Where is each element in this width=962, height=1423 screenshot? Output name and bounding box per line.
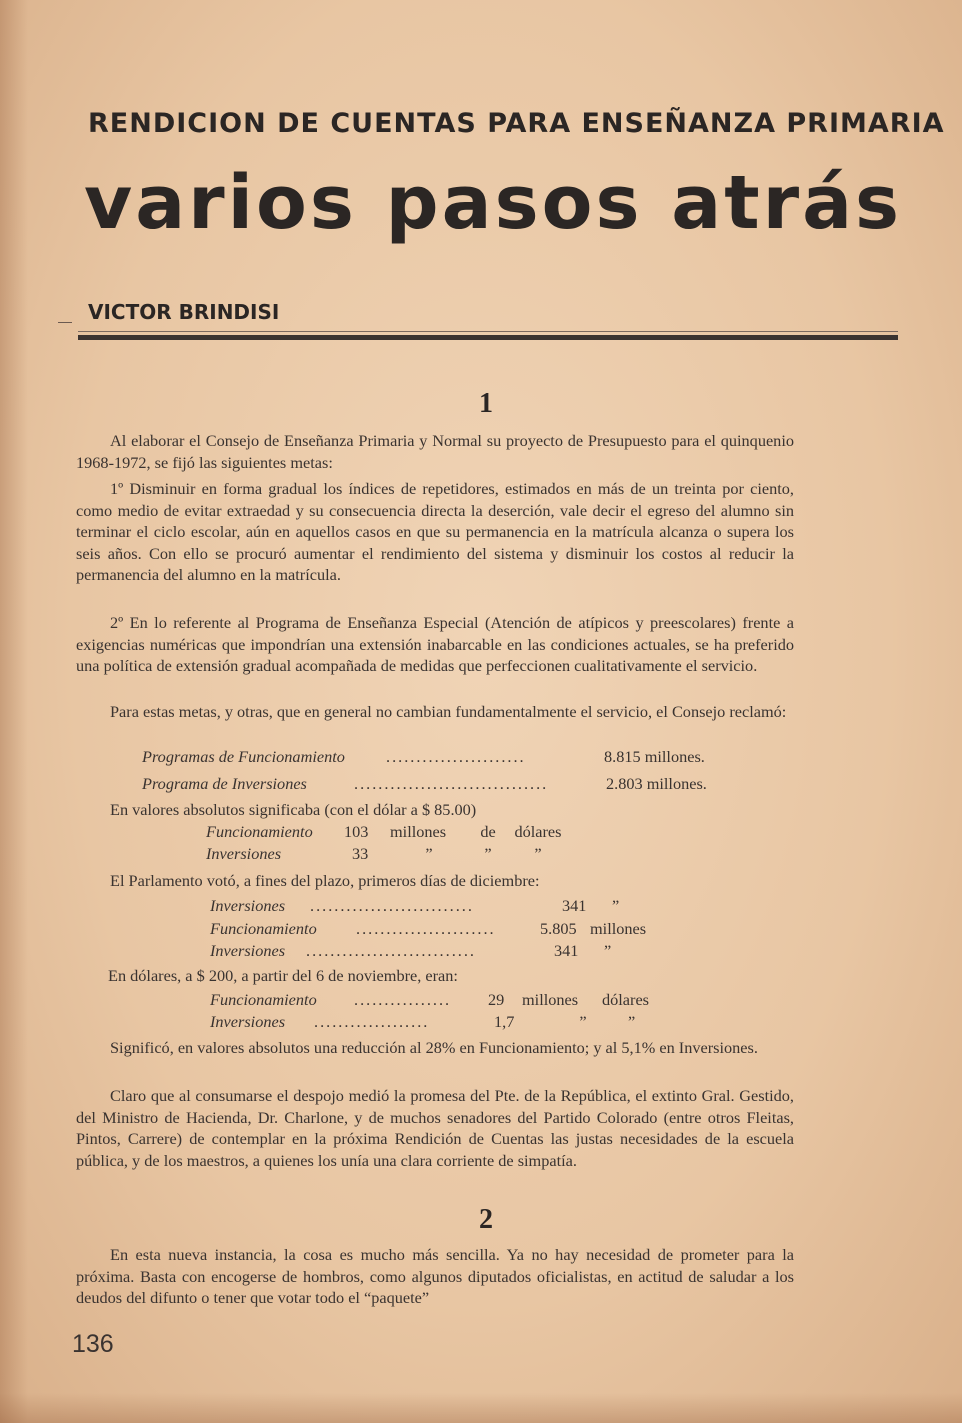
absolute-values-intro: En valores absolutos significaba (con el dólar a $ 85.00)	[110, 800, 477, 819]
author-dash	[58, 322, 72, 323]
article-title: varios pasos atrás	[84, 160, 903, 246]
paragraph-intro: Al elaborar el Consejo de Enseñanza Primaria y Normal su proyecto de Presupuesto para el quinquenio 1968-1972, se fijó las siguientes metas:	[76, 431, 794, 472]
dollar-label: Inversiones	[210, 1012, 286, 1031]
vote-row	[210, 941, 611, 961]
paragraph-goal-2: 2º En lo referente al Programa de Enseñanza Especial (Atención de atípicos y preescolares) frente a exigencias numéricas que impondrían una extensión inabarcable en las condiciones actuales, se ha preferido una política de extensión gradual acompañada de medidas que perfeccionen cualitativamente el servicio.	[76, 613, 794, 675]
vote-value: 341	[562, 896, 587, 915]
absolute-unit: dólares	[514, 822, 562, 841]
absolute-unit: ”	[534, 844, 542, 863]
dollar-intro: En dólares, a $ 200, a partir del 6 de noviembre, eran:	[108, 966, 458, 985]
vote-label: Funcionamiento	[210, 919, 317, 938]
paragraph-section-2: En esta nueva instancia, la cosa es mucho más sencilla. Ya no hay necesidad de prometer para la próxima. Basta con encogerse de hombros, como algunos diputados oficialistas, en actitud de saludar a los deudos del difunto o tener que votar todo el “paquete”	[76, 1245, 794, 1307]
vote-row	[210, 896, 619, 916]
dollar-dots: ................	[354, 990, 452, 1009]
claim-label: Programa de Inversiones	[142, 774, 307, 793]
absolute-unit: de	[480, 822, 496, 841]
page-edge-shadow-bottom	[0, 1393, 962, 1423]
paragraph-promise: Claro que al consumarse el despojo medió la promesa del Pte. de la República, el extinto Gral. Gestido, del Ministro de Hacienda, Dr. Charlone, y de muchos senadores del Partido Colorado (entre otros Fleitas, Pintos, Carrere) de contemplar en la próxima Rendición de Cuentas las justas necesidades de la escuela pública, y de los maestros, a quienes los unía una clara corriente de simpatía.	[76, 1086, 794, 1170]
section-number-1: 1	[479, 388, 493, 419]
claim-value: 2.803 millones.	[606, 774, 707, 793]
absolute-unit: ”	[484, 844, 492, 863]
vote-unit: ”	[604, 941, 612, 960]
title-rule-thin	[78, 331, 898, 332]
absolute-unit: millones	[390, 822, 447, 841]
dollar-row	[210, 1012, 635, 1032]
vote-value: 5.805	[540, 919, 577, 938]
paragraph-claims-intro: Para estas metas, y otras, que en general no cambian fundamentalmente el servicio, el Consejo reclamó:	[110, 702, 787, 721]
dollar-value: 1,7	[494, 1012, 515, 1031]
absolute-label: Funcionamiento	[206, 822, 313, 841]
title-rule	[78, 335, 898, 340]
vote-label: Inversiones	[210, 941, 286, 960]
absolute-value: 103	[344, 822, 369, 841]
vote-unit: millones	[590, 919, 647, 938]
dollar-unit: dólares	[602, 990, 650, 1009]
vote-label: Inversiones	[210, 896, 286, 915]
absolute-unit: ”	[425, 844, 433, 863]
article-kicker: RENDICION DE CUENTAS PARA ENSEÑANZA PRIMARIA	[88, 108, 945, 139]
dollar-unit: millones	[522, 990, 579, 1009]
dollar-dots: ...................	[314, 1012, 430, 1031]
claim-value: 8.815 millones.	[604, 747, 705, 766]
dollar-value: 29	[488, 990, 505, 1009]
claim-row	[142, 747, 705, 767]
vote-value: 341	[554, 941, 579, 960]
vote-dots: ...........................	[310, 896, 474, 915]
dollar-row	[210, 990, 649, 1010]
claim-row	[142, 774, 707, 794]
vote-dots: ............................	[306, 941, 476, 960]
vote-unit: ”	[612, 896, 620, 915]
vote-intro: El Parlamento votó, a fines del plazo, primeros días de diciembre:	[110, 871, 540, 890]
absolute-row	[206, 822, 568, 842]
absolute-value: 33	[352, 844, 369, 863]
paragraph-reduction: Significó, en valores absolutos una reducción al 28% en Funcionamiento; y al 5,1% en Inversiones.	[110, 1038, 758, 1057]
dollar-label: Funcionamiento	[210, 990, 317, 1009]
claim-dots: ................................	[354, 774, 549, 793]
dollar-unit: ”	[579, 1012, 587, 1031]
vote-dots: .......................	[356, 919, 496, 938]
article-author: VICTOR BRINDISI	[88, 300, 280, 324]
section-number-2: 2	[479, 1204, 493, 1235]
vote-row	[210, 919, 646, 939]
claim-label: Programas de Funcionamiento	[142, 747, 345, 766]
dollar-unit: ”	[628, 1012, 636, 1031]
page-number: 136	[72, 1330, 114, 1358]
claim-dots: .......................	[386, 747, 526, 766]
paragraph-goal-1: 1º Disminuir en forma gradual los índices de repetidores, estimados en más de un treinta por ciento, como medio de evitar extraedad y su consecuencia directa la deserción, vale decir el egreso del alumno sin terminar el ciclo escolar, aún en aquellos casos en que su permanencia en la matrícula alcanza o supera los seis años. Con ello se procuró aumentar el rendimiento del sistema y disminuir los costos al reducir la permanencia del alumno en la matrícula.	[76, 479, 794, 584]
absolute-label: Inversiones	[206, 844, 282, 863]
absolute-row	[206, 844, 568, 864]
